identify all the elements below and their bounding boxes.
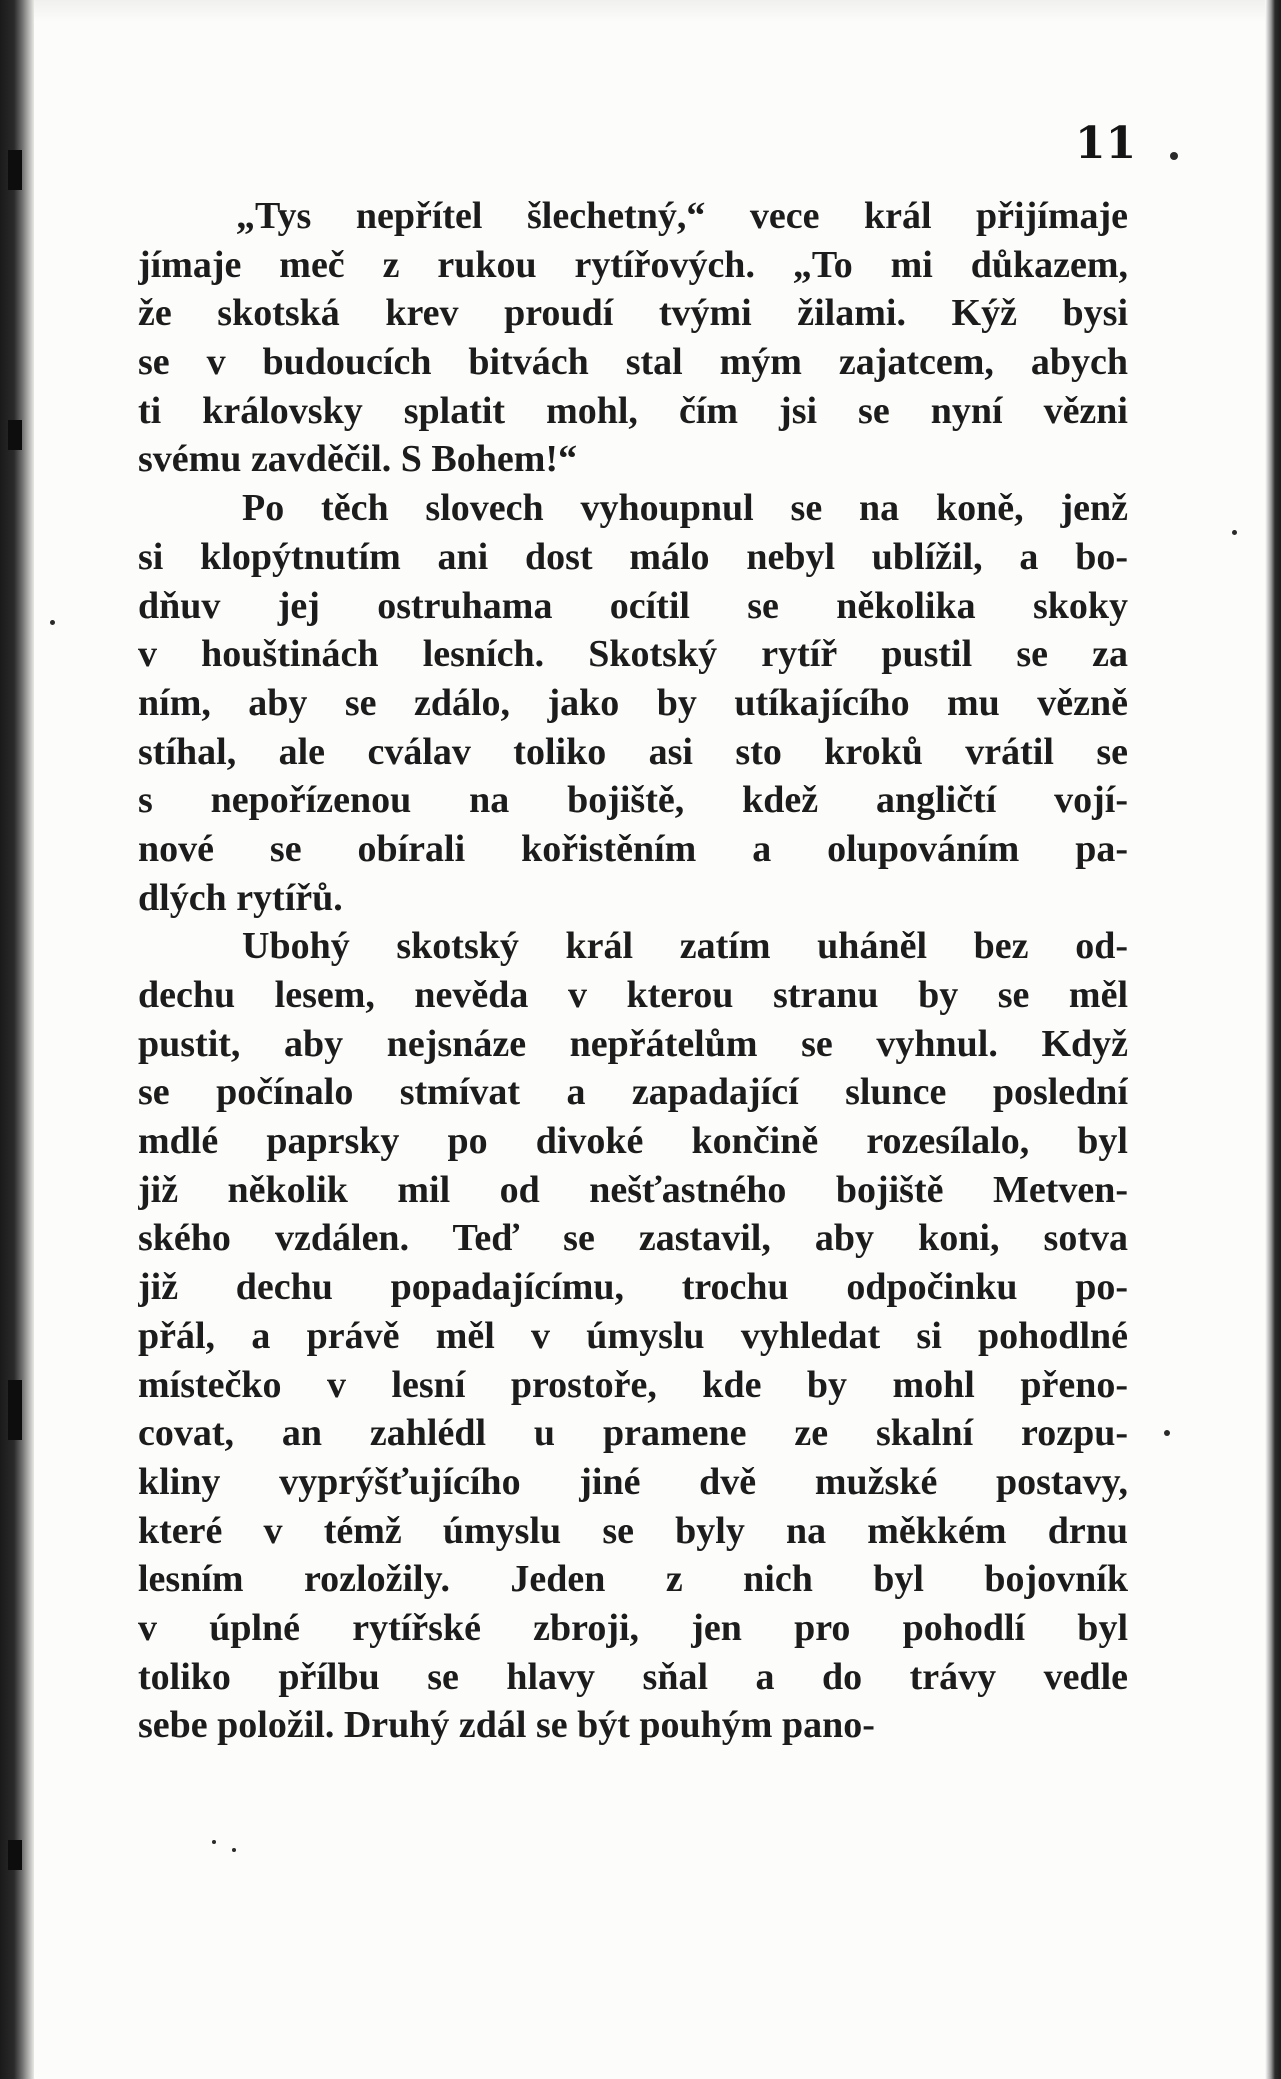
ink-speck [212, 1840, 216, 1844]
ink-speck [50, 620, 55, 625]
binding-mark [8, 1380, 22, 1440]
text-line: že skotská krev proudí tvými žilami. Kýž bysi [138, 292, 1128, 335]
text-line: ti královsky splatit mohl, čím jsi se nyní vězni [138, 389, 1128, 432]
binding-mark [8, 1840, 22, 1870]
text-line: již dechu popadajícímu, trochu odpočinku po- [138, 1266, 1128, 1309]
ink-speck [1170, 152, 1178, 160]
text-line: se v budoucích bitvách stal mým zajatcem, abych [138, 341, 1128, 384]
ink-speck [1232, 530, 1237, 535]
text-line: sebe položil. Druhý zdál se být pouhým pano- [138, 1704, 875, 1747]
ink-speck [1164, 1430, 1170, 1436]
text-line: Ubohý skotský král zatím uháněl bez od- [242, 925, 1128, 968]
ink-speck [232, 1848, 236, 1852]
binding-mark [8, 150, 22, 190]
text-line: mdlé paprsky po divoké končině rozesílalo, byl [138, 1120, 1128, 1163]
text-line: lesním rozložily. Jeden z nich byl bojovník [138, 1558, 1128, 1601]
text-line: Po těch slovech vyhoupnul se na koně, jenž [242, 487, 1128, 530]
text-line: si klopýtnutím ani dost málo nebyl ublížil, a bo- [138, 535, 1128, 578]
text-line: dechu lesem, nevěda v kterou stranu by se měl [138, 974, 1128, 1016]
text-line: s nepořízenou na bojiště, kdež angličtí vojí- [138, 779, 1128, 822]
text-line: ním, aby se zdálo, jako by utíkajícího mu vězně [138, 681, 1128, 724]
text-line: nové se obírali kořistěním a olupováním pa- [138, 827, 1128, 870]
text-line: pustit, aby nejsnáze nepřátelům se vyhnul. Když [138, 1022, 1128, 1065]
binding-mark [8, 420, 22, 450]
text-line: dlých rytířů. [138, 876, 343, 919]
text-line: dňuv jej ostruhama ocítil se několika skoky [138, 584, 1128, 627]
text-line: toliko přílbu se hlavy sňal a do trávy vedle [138, 1655, 1128, 1698]
text-line: místečko v lesní prostoře, kde by mohl přeno- [138, 1363, 1128, 1406]
text-line: v houštinách lesních. Skotský rytíř pustil se za [138, 633, 1128, 676]
page-number: 11 [1075, 118, 1137, 169]
text-line: přál, a právě měl v úmyslu vyhledat si pohodlné [138, 1314, 1128, 1357]
text-line: svému zavděčil. S Bohem!“ [138, 438, 578, 481]
page-top-edge [0, 0, 1281, 22]
text-line: stíhal, ale cválav toliko asi sto kroků vrátil se [138, 730, 1128, 773]
text-line: jímaje meč z rukou rytířových. „To mi důkazem, [138, 243, 1128, 286]
text-line: covat, an zahlédl u pramene ze skalní rozpu- [138, 1412, 1128, 1455]
text-line: které v témž úmyslu se byly na měkkém drnu [138, 1509, 1128, 1552]
text-line: kliny vyprýšťujícího jiné dvě mužské postavy, [138, 1460, 1128, 1503]
text-line: ského vzdálen. Teď se zastavil, aby koni, sotva [138, 1217, 1128, 1260]
page-right-edge [1265, 0, 1281, 2079]
text-line: „Tys nepřítel šlechetný,“ vece král přijímaje [236, 195, 1128, 237]
body-text [138, 192, 1128, 1750]
text-line: v úplné rytířské zbroji, jen pro pohodlí byl [138, 1606, 1128, 1649]
text-line: se počínalo stmívat a zapadající slunce poslední [138, 1071, 1128, 1114]
page-left-binding-edge [0, 0, 34, 2079]
text-line: již několik mil od nešťastného bojiště Metven- [138, 1168, 1128, 1211]
